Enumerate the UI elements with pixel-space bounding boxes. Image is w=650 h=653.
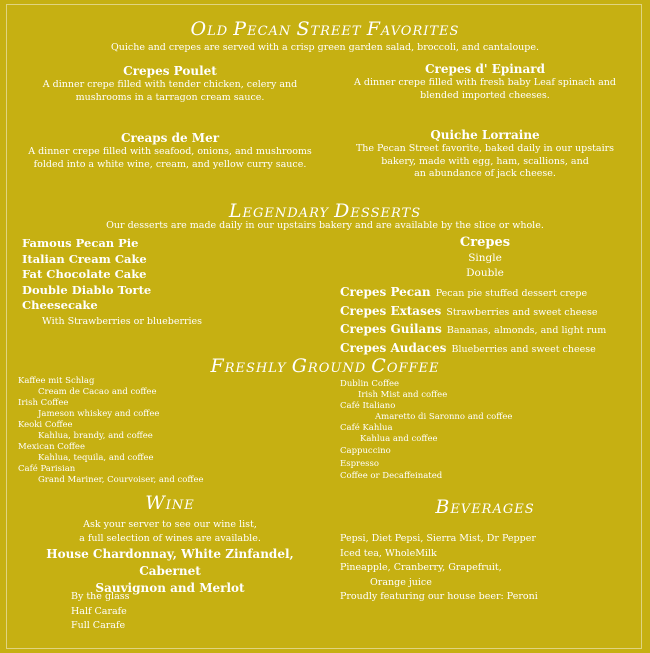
creaps-de-mer-item	[10, 130, 330, 171]
beverages-title: BEVERAGES	[435, 496, 535, 518]
favorites-subtitle: Quiche and crepes are served with a crisp green garden salad, broccoli, and cantaloupe.	[110, 42, 540, 53]
dessert-crepe-row	[340, 282, 640, 301]
wine-size: Full Carafe	[71, 620, 126, 631]
coffee-desc: Amaretto di Saronno and coffee	[375, 412, 513, 422]
dessert-crepe-name: Crepes Guilans	[340, 322, 442, 336]
wine-size: By the glass	[71, 591, 130, 602]
crepes-poulet-item	[20, 63, 320, 104]
crepes-poulet-desc-2: mushrooms in a tarragon cream sauce.	[75, 91, 265, 103]
coffee-desc: Cream de Cacao and coffee	[38, 387, 157, 397]
crepe-size-double: Double	[466, 267, 504, 279]
crepes-epinard-desc-1: A dinner crepe filled with fresh baby Leaf spinach and	[353, 77, 617, 88]
dessert-item: Double Diablo Torte	[22, 282, 152, 297]
coffee-name: Café Italiano	[340, 401, 396, 411]
crepe-size-single: Single	[468, 252, 502, 264]
crepes-sizes-block	[340, 234, 630, 281]
coffee-desc: Jameson whiskey and coffee	[38, 409, 160, 419]
beverage-line: Iced tea, WholeMilk	[340, 547, 437, 559]
coffee-plain: Cappuccino	[340, 446, 391, 456]
dessert-item: Famous Pecan Pie	[22, 236, 139, 250]
coffee-desc: Kahlua and coffee	[360, 434, 438, 444]
wine-size: Half Carafe	[71, 605, 127, 617]
desserts-left-list	[22, 236, 322, 328]
quiche-lorraine-item	[340, 127, 630, 181]
crepes-epinard-item	[340, 61, 630, 102]
quiche-lorraine-desc-2: bakery, made with egg, ham, scallions, and	[381, 155, 589, 167]
dessert-crepe-desc: Blueberries and sweet cheese	[451, 343, 596, 355]
dessert-crepe-name: Crepes Extases	[340, 303, 442, 318]
dessert-crepes-heading: Crepes	[459, 235, 511, 250]
coffee-name: Café Kahlua	[340, 423, 393, 433]
dessert-crepes-list	[340, 282, 640, 356]
coffee-left-list	[18, 376, 318, 486]
desserts-title: LEGENDARY DESSERTS	[228, 200, 422, 222]
coffee-desc: Kahlua, tequila, and coffee	[38, 453, 154, 463]
dessert-crepe-row	[340, 319, 640, 338]
coffee-name: Café Parisian	[18, 464, 76, 474]
wine-note-2: a full selection of wines are available.	[79, 533, 261, 544]
dessert-crepe-desc: Pecan pie stuffed dessert crepe	[435, 288, 588, 299]
coffee-plain: Coffee or Decaffeinated	[340, 471, 443, 481]
beverage-line: Proudly featuring our house beer: Peroni	[340, 591, 538, 602]
quiche-lorraine-name: Quiche Lorraine	[430, 128, 540, 142]
coffee-name: Irish Coffee	[18, 398, 69, 408]
coffee-name: Mexican Coffee	[18, 442, 85, 452]
quiche-lorraine-desc-1: The Pecan Street favorite, baked daily in our upstairs	[355, 143, 615, 154]
coffee-title: FRESHLY GROUND COFFEE	[210, 355, 440, 377]
favorites-title: OLD PECAN STREET FAVORITES	[190, 18, 460, 40]
desserts-subtitle: Our desserts are made daily in our upstairs bakery and are available by the slice or whole.	[106, 220, 544, 231]
wine-house-2: Sauvignon and Merlot	[95, 581, 245, 595]
wine-house-1: House Chardonnay, White Zinfandel, Cabernet	[46, 547, 294, 578]
beverages-list	[340, 532, 640, 605]
dessert-crepe-desc: Bananas, almonds, and light rum	[446, 325, 607, 336]
dessert-crepe-name: Crepes Audaces	[340, 340, 447, 355]
coffee-right-list	[340, 379, 630, 483]
dessert-item: Italian Cream Cake	[22, 251, 147, 266]
coffee-plain: Espresso	[340, 458, 379, 469]
coffee-name: Dublin Coffee	[340, 379, 400, 389]
crepes-poulet-name: Crepes Poulet	[123, 64, 217, 78]
creaps-de-mer-desc-2: folded into a white wine, cream, and yellow curry sauce.	[33, 158, 307, 170]
quiche-lorraine-desc-3: an abundance of jack cheese.	[414, 168, 556, 179]
dessert-item: Cheesecake	[22, 298, 98, 312]
creaps-de-mer-desc-1: A dinner crepe filled with seafood, onions, and mushrooms	[28, 146, 312, 157]
dessert-item: Fat Chocolate Cake	[22, 267, 147, 281]
coffee-desc: Irish Mist and coffee	[358, 390, 448, 400]
crepes-epinard-desc-2: blended imported cheeses.	[420, 89, 550, 101]
creaps-de-mer-name: Creaps de Mer	[120, 131, 220, 145]
dessert-crepe-row	[340, 338, 640, 357]
dessert-crepe-row	[340, 301, 640, 320]
coffee-name: Kaffee mit Schlag	[18, 376, 95, 386]
dessert-crepe-name: Crepes Pecan	[340, 285, 431, 299]
wine-note-1: Ask your server to see our wine list,	[83, 519, 257, 530]
dessert-crepe-desc: Strawberries and sweet cheese	[446, 306, 598, 318]
beverage-line: Pepsi, Diet Pepsi, Sierra Mist, Dr Pepper	[340, 533, 536, 544]
coffee-desc: Grand Mariner, Courvoiser, and coffee	[38, 475, 204, 485]
coffee-desc: Kahlua, brandy, and coffee	[38, 431, 153, 441]
wine-sizes	[71, 590, 129, 634]
cheesecake-note: With Strawberries or blueberries	[42, 315, 203, 327]
wine-title: WINE	[145, 492, 195, 514]
wine-block	[20, 518, 320, 597]
beverage-line: Pineapple, Cranberry, Grapefruit,	[340, 562, 502, 573]
crepes-epinard-name: Crepes d' Epinard	[424, 62, 546, 76]
crepes-poulet-desc-1: A dinner crepe filled with tender chicken, celery and	[42, 79, 298, 90]
coffee-name: Keoki Coffee	[18, 420, 73, 430]
beverage-line: Orange juice	[370, 576, 432, 588]
